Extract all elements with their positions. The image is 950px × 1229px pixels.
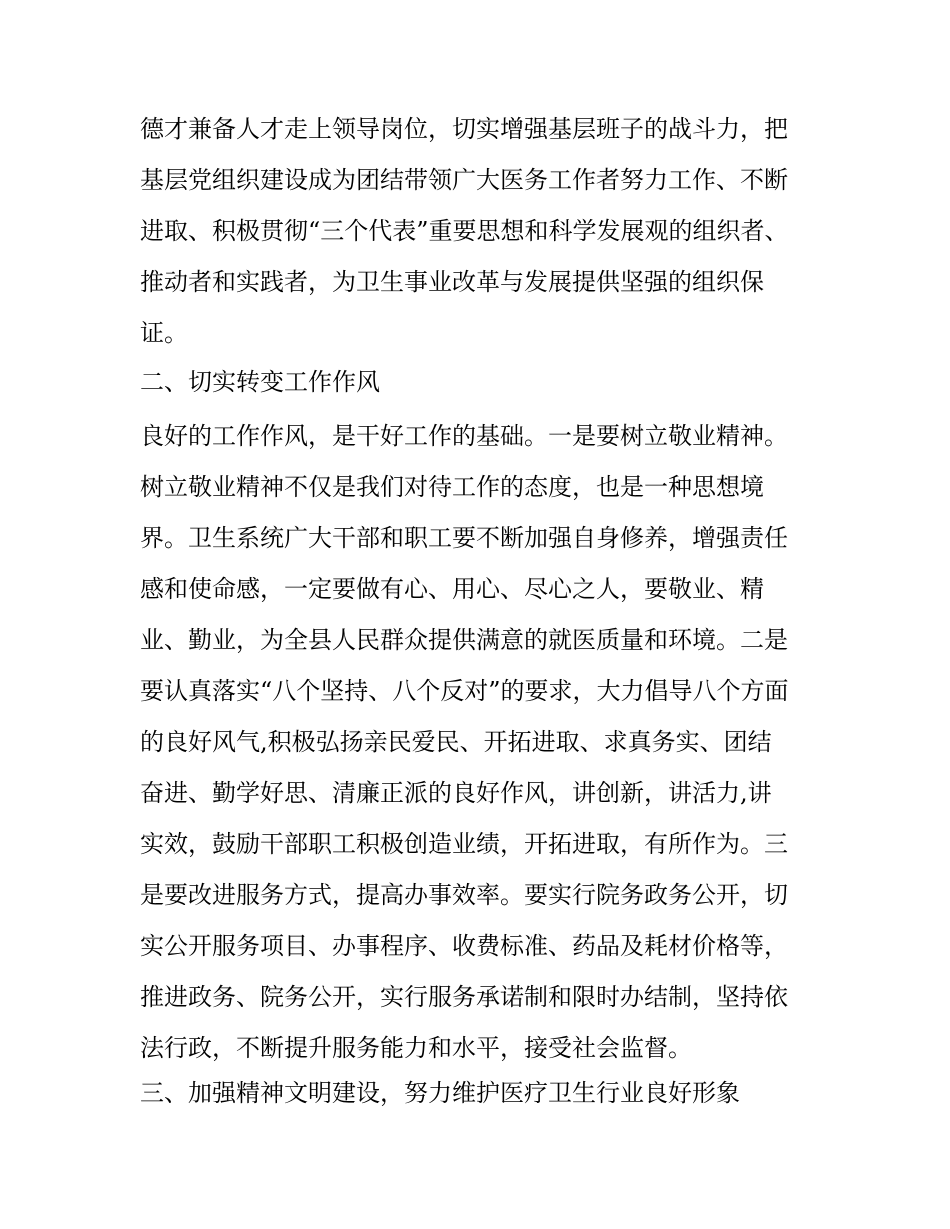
paragraph-line: 推进政务、院务公开，实行服务承诺制和限时办结制，坚持依 bbox=[140, 983, 788, 1011]
paragraph-line: 树立敬业精神不仅是我们对待工作的态度，也是一种思想境 bbox=[140, 473, 764, 501]
section-heading: 三、加强精神文明建设，努力维护医疗卫生行业良好形象 bbox=[140, 1079, 740, 1107]
paragraph-line: 良好的工作作风，是干好工作的基础。一是要树立敬业精神。 bbox=[140, 422, 788, 450]
paragraph-line: 实公开服务项目、办事程序、收费标准、药品及耗材价格等， bbox=[140, 932, 788, 960]
paragraph-line: 进取、积极贯彻“三个代表”重要思想和科学发展观的组织者、 bbox=[140, 217, 789, 245]
paragraph-line: 实效，鼓励干部职工积极创造业绩，开拓进取，有所作为。三 bbox=[140, 830, 788, 858]
paragraph-line: 感和使命感，一定要做有心、用心、尽心之人，要敬业、精 bbox=[140, 575, 764, 603]
paragraph-line: 是要改进服务方式，提高办事效率。要实行院务政务公开，切 bbox=[140, 881, 788, 909]
paragraph-line: 推动者和实践者，为卫生事业改革与发展提供坚强的组织保 bbox=[140, 268, 764, 296]
paragraph-line: 奋进、勤学好思、清廉正派的良好作风，讲创新，讲活力,讲 bbox=[140, 779, 772, 807]
paragraph-line: 德才兼备人才走上领导岗位，切实增强基层班子的战斗力，把 bbox=[140, 115, 788, 143]
paragraph-line: 法行政，不断提升服务能力和水平，接受社会监督。 bbox=[140, 1034, 692, 1062]
section-heading: 二、切实转变工作作风 bbox=[140, 368, 380, 396]
paragraph-line: 界。卫生系统广大干部和职工要不断加强自身修养，增强责任 bbox=[140, 524, 788, 552]
paragraph-line: 基层党组织建设成为团结带领广大医务工作者努力工作、不断 bbox=[140, 166, 788, 194]
paragraph-line: 的良好风气,积极弘扬亲民爱民、开拓进取、求真务实、团结 bbox=[140, 728, 772, 756]
paragraph-line: 业、勤业，为全县人民群众提供满意的就医质量和环境。二是 bbox=[140, 626, 788, 654]
paragraph-line: 要认真落实“八个坚持、八个反对”的要求，大力倡导八个方面 bbox=[140, 677, 789, 705]
paragraph-line: 证。 bbox=[140, 319, 188, 347]
